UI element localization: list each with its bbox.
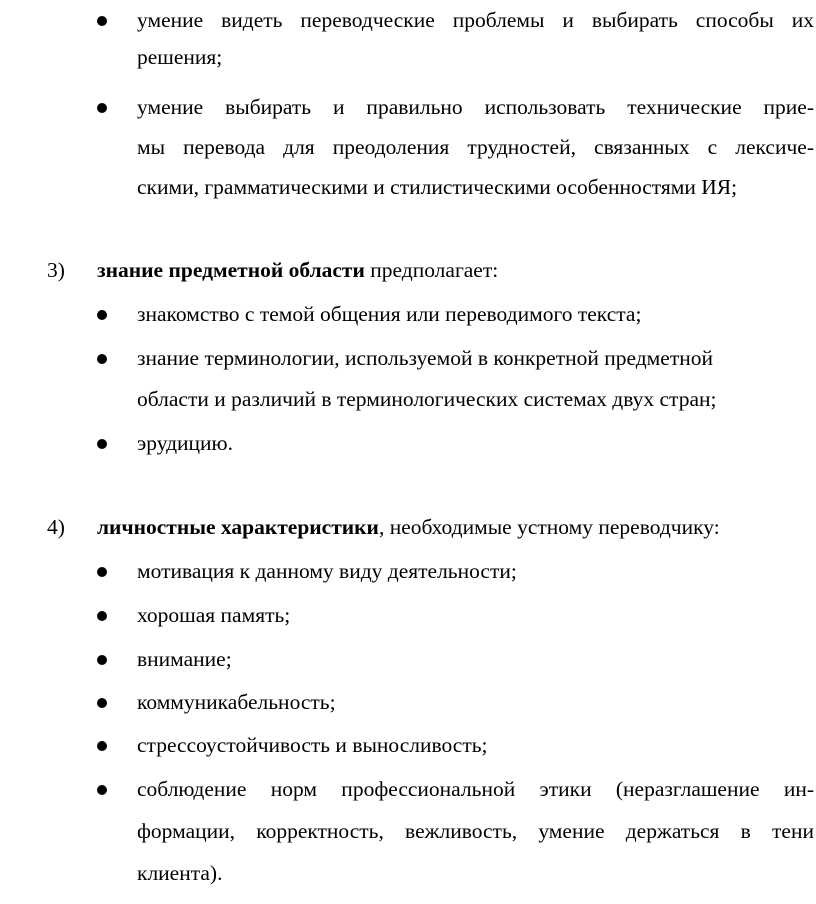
bullet-icon	[97, 655, 107, 665]
list-item-line: коммуникабельность;	[137, 690, 336, 714]
bullet-icon	[97, 310, 107, 320]
section-heading-rest: , необходимые устному переводчику:	[378, 515, 720, 539]
list-item-line: области и различий в терминологических системах двух стран;	[137, 387, 717, 411]
list-item-line: клиента).	[137, 861, 223, 885]
section-heading	[97, 514, 720, 540]
list-item-line: эрудицию.	[137, 431, 233, 455]
bullet-icon	[97, 354, 107, 364]
bullet-icon	[97, 567, 107, 577]
list-item-line: знакомство с темой общения или переводимого текста;	[137, 302, 642, 326]
list-item-line: соблюдение норм профессиональной этики (неразглашение ин-	[137, 777, 814, 801]
section-heading-bold: знание предметной области	[97, 258, 365, 282]
list-item-line: хорошая память;	[137, 603, 291, 627]
list-item-line: умение видеть переводческие проблемы и выбирать способы их	[137, 8, 814, 32]
list-item-line: мотивация к данному виду деятельности;	[137, 559, 517, 583]
list-item-line: формации, корректность, вежливость, умение держаться в тени	[137, 819, 814, 843]
section-heading-bold: личностные характеристики	[97, 515, 379, 539]
section-heading-rest: предполагает:	[364, 258, 499, 282]
bullet-icon	[97, 611, 107, 621]
list-item-line: умение выбирать и правильно использовать технические прие-	[137, 95, 814, 119]
bullet-icon	[97, 785, 107, 795]
list-item-line: скими, грамматическими и стилистическими особенностями ИЯ;	[137, 175, 738, 199]
list-item-line: знание терминологии, используемой в конкретной предметной	[137, 346, 713, 370]
bullet-icon	[97, 741, 107, 751]
section-number: 4)	[47, 515, 65, 539]
bullet-icon	[97, 698, 107, 708]
list-item-line: мы перевода для преодоления трудностей, связанных с лексиче-	[137, 135, 814, 159]
list-item-line: стрессоустойчивость и выносливость;	[137, 733, 488, 757]
section-number: 3)	[47, 258, 65, 282]
bullet-icon	[97, 16, 107, 26]
bullet-icon	[97, 439, 107, 449]
bullet-icon	[97, 103, 107, 113]
section-heading	[97, 257, 498, 283]
list-item-line: внимание;	[137, 647, 232, 671]
list-item-line: решения;	[137, 45, 223, 69]
